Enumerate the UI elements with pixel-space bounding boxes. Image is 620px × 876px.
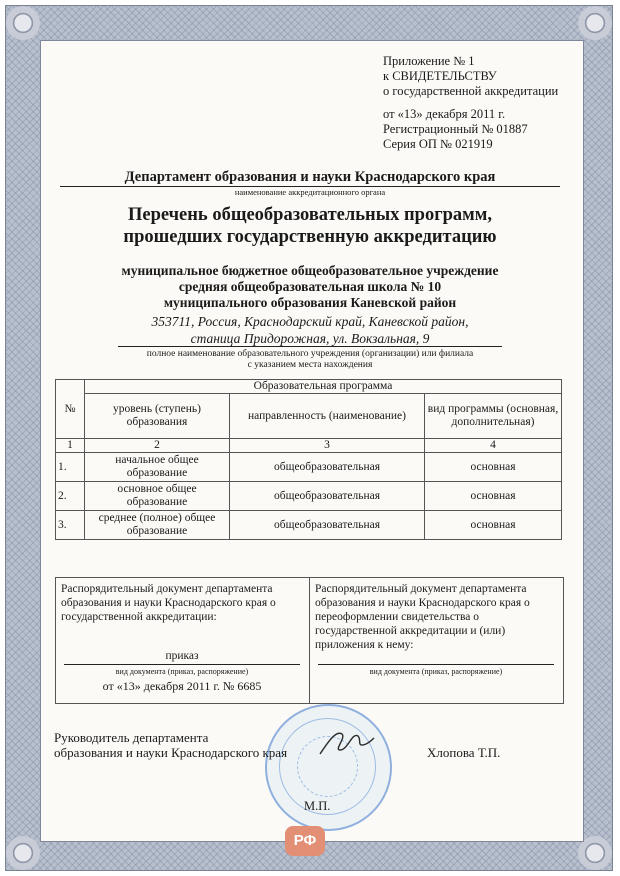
seal-label: М.П. xyxy=(304,799,331,813)
school-name xyxy=(60,263,560,311)
index-cell: 3 xyxy=(230,439,425,453)
appendix-line2: к СВИДЕТЕЛЬСТВУ xyxy=(383,69,497,84)
row-number: 3. xyxy=(56,511,85,540)
school-caption-line1: полное наименование образовательного учреждения (организации) или филиала xyxy=(146,349,474,359)
row-level: среднее (полное) общее образование xyxy=(85,511,230,540)
row-direction: общеобразовательная xyxy=(230,482,425,511)
index-cell: 1 xyxy=(56,439,85,453)
school-line3: муниципального образования Каневской район xyxy=(163,295,457,310)
corner-ornament xyxy=(6,6,40,40)
reissue-caption: вид документа (приказ, распоряжение) xyxy=(369,667,503,676)
department-caption: наименование аккредитационного органа xyxy=(234,187,386,197)
table-row xyxy=(56,453,562,482)
address-line2: станица Придорожная, ул. Вокзальная, 9 xyxy=(190,331,430,346)
order-type: приказ xyxy=(165,650,199,662)
reissue-underline xyxy=(318,664,554,665)
title-line1: Перечень общеобразовательных программ, xyxy=(127,205,492,225)
appendix-date: от «13» декабря 2011 г. xyxy=(383,106,506,121)
order-caption: вид документа (приказ, распоряжение) xyxy=(115,667,249,676)
head-line1: Руководитель департамента xyxy=(54,730,209,745)
reissue-order-text: Распорядительный документ департамента образования и науки Краснодарского края о переоформлении свидетельства о государственной аккредитации и (или) приложения к нему: xyxy=(315,583,530,651)
row-type: основная xyxy=(425,453,562,482)
col-type-header: вид программы (основная, дополнительная) xyxy=(425,394,562,439)
corner-ornament xyxy=(6,836,40,870)
department-name: Департамент образования и науки Краснодарского края xyxy=(124,169,496,185)
accreditation-order-text: Распорядительный документ департамента образования и науки Краснодарского края о государственной аккредитации: xyxy=(61,583,276,623)
divider-line xyxy=(118,346,502,347)
row-type: основная xyxy=(425,482,562,511)
reissue-order-cell xyxy=(310,578,563,703)
head-title xyxy=(54,730,287,760)
col-level-header: уровень (ступень) образования xyxy=(85,394,230,439)
programs-table xyxy=(55,379,562,540)
row-number: 2. xyxy=(56,482,85,511)
table-row xyxy=(56,482,562,511)
school-caption xyxy=(60,349,560,371)
signature xyxy=(316,720,376,760)
appendix-line3: о государственной аккредитации xyxy=(383,84,559,99)
row-type: основная xyxy=(425,511,562,540)
order-underline xyxy=(64,664,300,665)
rf-logo: РФ xyxy=(285,826,325,856)
col-direction-header: направленность (наименование) xyxy=(230,394,425,439)
col-number-header: № xyxy=(56,380,85,439)
order-date-number: от «13» декабря 2011 г. № 6685 xyxy=(102,679,262,693)
school-caption-line2: с указанием места нахождения xyxy=(247,360,373,370)
index-cell: 4 xyxy=(425,439,562,453)
row-level: основное общее образование xyxy=(85,482,230,511)
reissue-dashes: ------------------ xyxy=(412,658,460,670)
school-line2: средняя общеобразовательная школа № 10 xyxy=(178,279,442,294)
accreditation-order-cell xyxy=(56,578,310,703)
appendix-reg-number: Регистрационный № 01887 xyxy=(383,121,528,136)
head-name: Хлопова Т.П. xyxy=(427,745,501,760)
head-line2: образования и науки Краснодарского края xyxy=(54,745,288,760)
school-address xyxy=(60,313,560,347)
row-number: 1. xyxy=(56,453,85,482)
row-direction: общеобразовательная xyxy=(230,511,425,540)
group-header: Образовательная программа xyxy=(85,380,562,394)
appendix-series: Серия ОП № 021919 xyxy=(383,137,493,152)
corner-ornament xyxy=(578,6,612,40)
table-row xyxy=(56,511,562,540)
school-line1: муниципальное бюджетное общеобразовательное учреждение xyxy=(121,263,499,278)
address-line1: 353711, Россия, Краснодарский край, Каневской район, xyxy=(151,314,469,329)
document-title xyxy=(60,204,560,248)
title-line2: прошедших государственную аккредитацию xyxy=(123,227,497,247)
appendix-block xyxy=(383,54,558,152)
index-cell: 2 xyxy=(85,439,230,453)
appendix-line1: Приложение № 1 xyxy=(383,54,475,68)
admin-documents-box xyxy=(55,577,564,704)
row-direction: общеобразовательная xyxy=(230,453,425,482)
row-level: начальное общее образование xyxy=(85,453,230,482)
